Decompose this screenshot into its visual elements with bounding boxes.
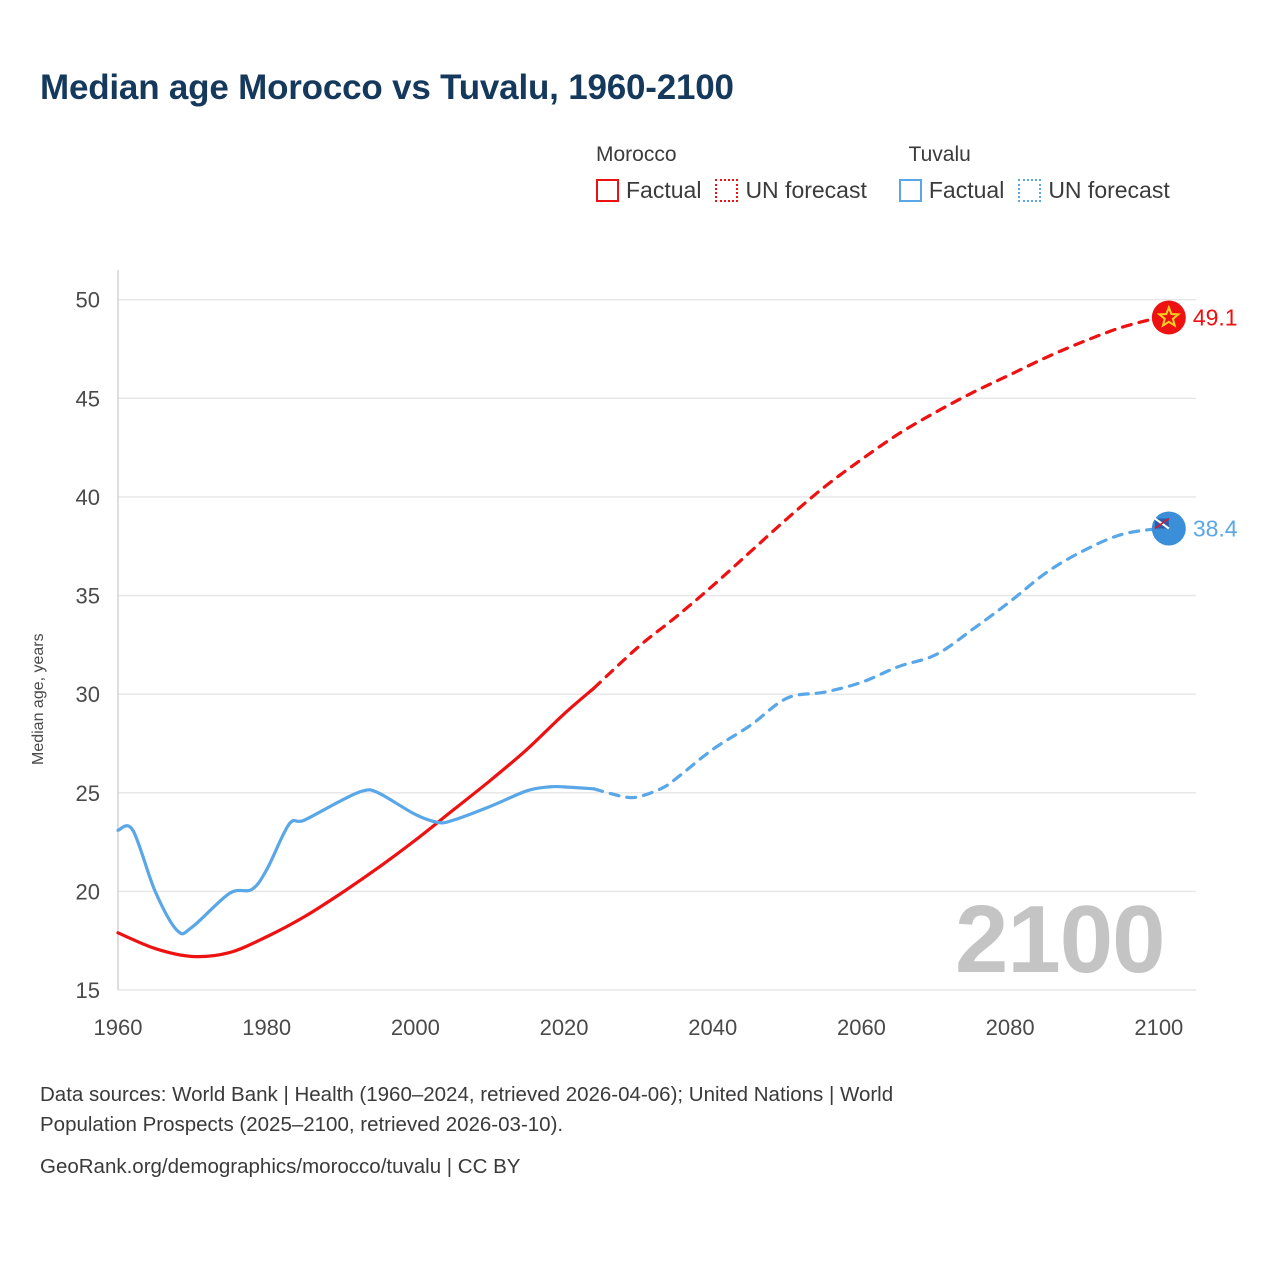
series-line-forecast-tuvalu xyxy=(594,529,1159,798)
footer-line-3: GeoRank.org/demographics/morocco/tuvalu | CC BY xyxy=(40,1155,521,1179)
legend-swatch-dotted-red-icon xyxy=(715,179,738,202)
legend-item-tuvalu-forecast[interactable] xyxy=(1018,177,1169,204)
footer-line-2: Population Prospects (2025–2100, retrieved 2026-03-10). xyxy=(40,1112,564,1136)
chart-legend xyxy=(596,143,1256,204)
legend-item-tuvalu-factual[interactable] xyxy=(899,177,1004,204)
watermark-year: 2100 xyxy=(955,886,1165,993)
legend-swatch-solid-red-icon xyxy=(596,179,619,202)
endpoint-marker-tuvalu xyxy=(1152,512,1186,546)
legend-group-morocco: Morocco xyxy=(596,143,677,166)
series-line-factual-morocco xyxy=(118,688,594,956)
y-axis-title: Median age, years xyxy=(30,633,47,765)
endpoint-marker-morocco xyxy=(1152,300,1186,334)
y-tick-label: 30 xyxy=(75,682,100,708)
series-line-forecast-morocco xyxy=(594,317,1159,688)
y-tick-label: 40 xyxy=(75,484,100,510)
page-title: Median age Morocco vs Tuvalu, 1960-2100 xyxy=(40,68,734,107)
legend-item-morocco-forecast[interactable] xyxy=(715,177,866,204)
x-tick-label: 2100 xyxy=(1134,1015,1184,1035)
legend-label: UN forecast xyxy=(1048,177,1170,203)
endpoint-value-label-morocco: 49.1 xyxy=(1192,304,1238,331)
legend-label: Factual xyxy=(928,177,1005,203)
legend-group-titles xyxy=(596,143,1256,167)
plot-area xyxy=(0,245,1280,1035)
y-tick-label: 35 xyxy=(75,583,100,609)
legend-item-morocco-factual[interactable] xyxy=(596,177,701,204)
legend-swatch-solid-blue-icon xyxy=(899,179,922,202)
legend-label: UN forecast xyxy=(745,177,867,203)
y-tick-label: 25 xyxy=(75,780,100,806)
y-tick-label: 15 xyxy=(75,978,100,1003)
footer-line-1: Data sources: World Bank | Health (1960–2024, retrieved 2026-04-06); United Nations | World xyxy=(40,1083,894,1106)
x-tick-label: 2000 xyxy=(390,1015,440,1035)
series-line-factual-tuvalu xyxy=(118,786,594,933)
x-tick-label: 2060 xyxy=(836,1015,886,1035)
footer-sources xyxy=(40,1080,1240,1182)
legend-swatch-dotted-blue-icon xyxy=(1018,179,1041,202)
x-tick-label: 2080 xyxy=(985,1015,1035,1035)
legend-label: Factual xyxy=(626,177,702,203)
y-tick-label: 50 xyxy=(75,287,100,313)
y-tick-label: 20 xyxy=(75,879,100,905)
y-tick-label: 45 xyxy=(75,386,100,412)
x-tick-label: 1980 xyxy=(242,1015,292,1035)
legend-entries xyxy=(596,177,1256,204)
x-tick-label: 2040 xyxy=(688,1015,738,1035)
x-tick-label: 2020 xyxy=(539,1015,589,1035)
endpoint-value-label-tuvalu: 38.4 xyxy=(1192,515,1238,542)
legend-group-tuvalu: Tuvalu xyxy=(908,143,971,166)
x-tick-label: 1960 xyxy=(93,1015,143,1035)
